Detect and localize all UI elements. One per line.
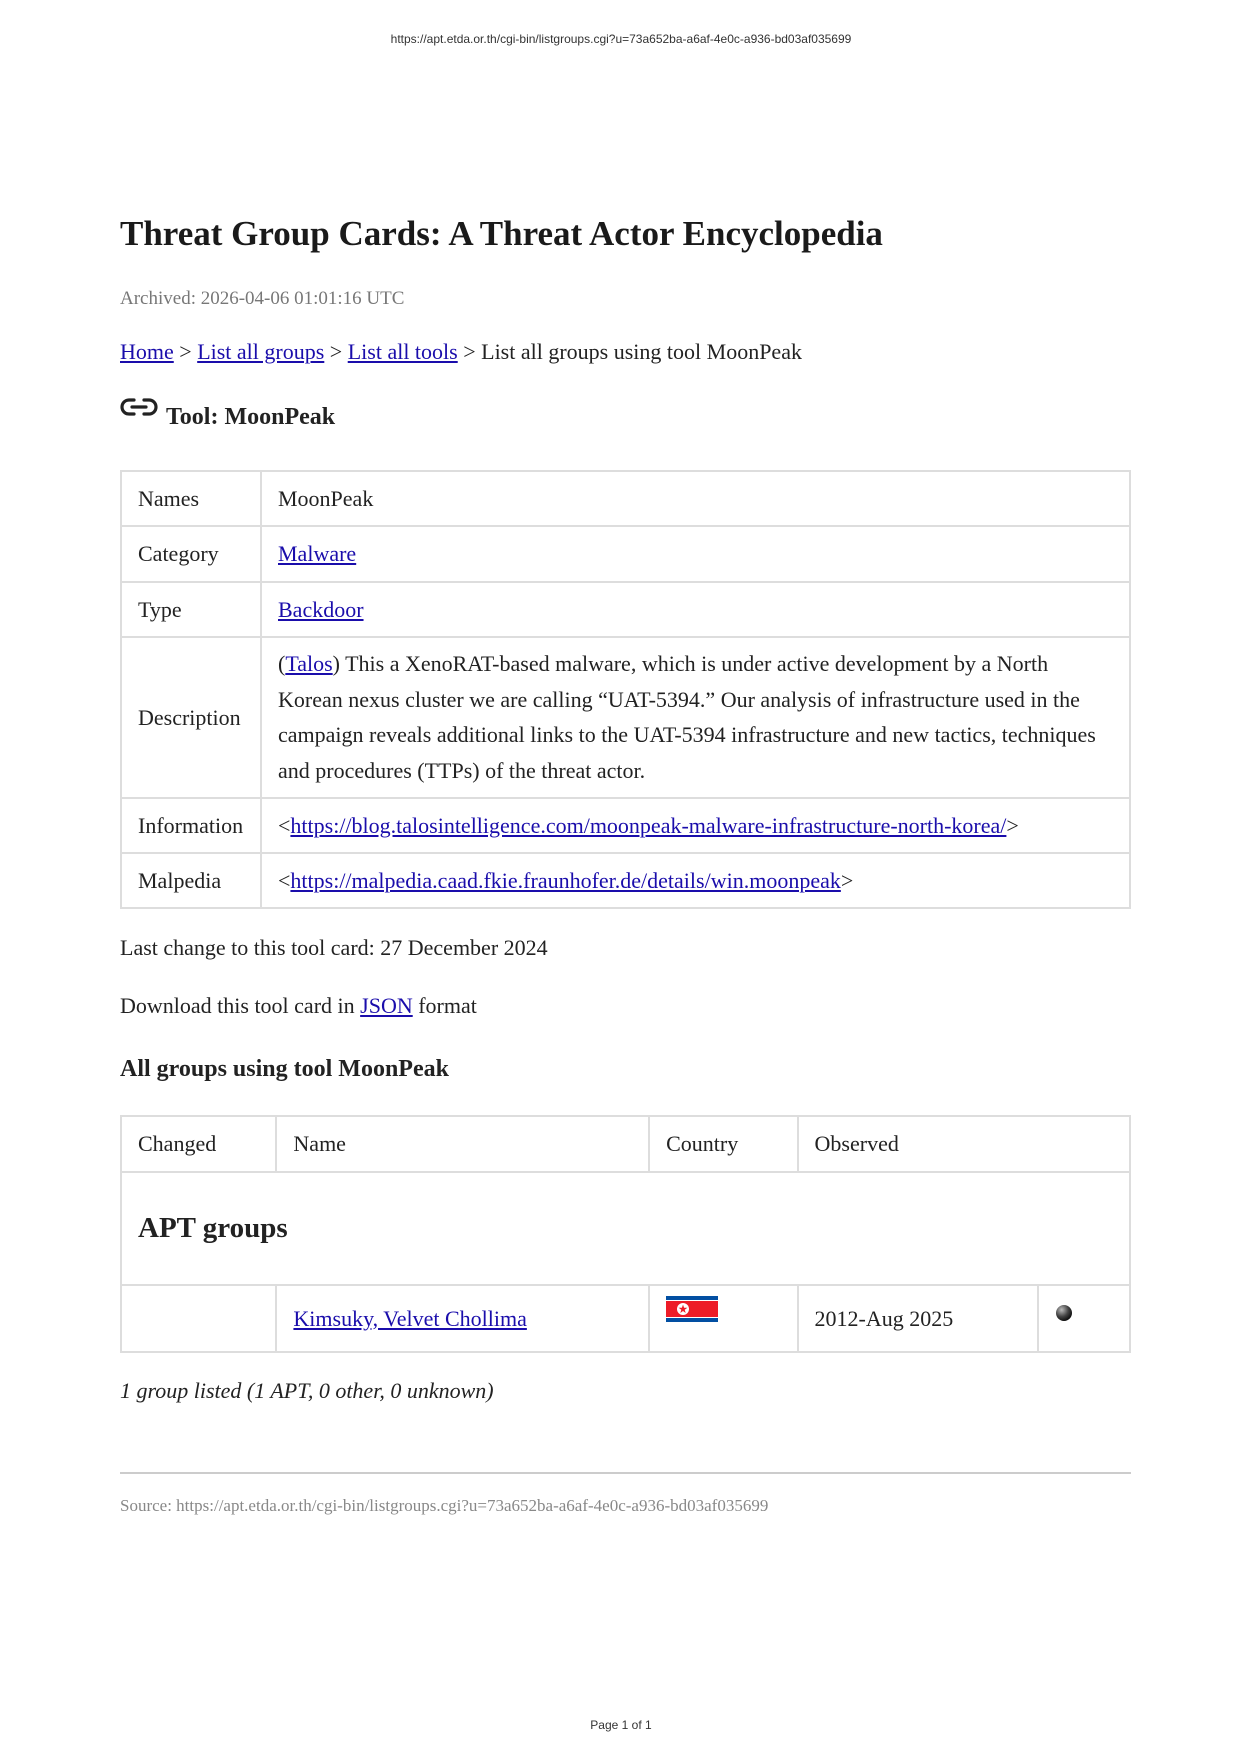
section-apt-groups: APT groups	[121, 1172, 1130, 1285]
header-changed: Changed	[121, 1116, 276, 1172]
malpedia-link[interactable]: https://malpedia.caad.fkie.fraunhofer.de/details/win.moonpeak	[290, 867, 841, 893]
group-name-cell	[276, 1285, 649, 1352]
download-line	[120, 993, 477, 1019]
malpedia-gt: >	[840, 867, 854, 893]
tool-row-type	[121, 582, 1130, 637]
page-title: Threat Group Cards: A Threat Actor Encyclopedia	[120, 214, 883, 253]
groups-heading: All groups using tool MoonPeak	[120, 1056, 449, 1082]
information-label: Information	[121, 798, 261, 853]
malpedia-label: Malpedia	[121, 853, 261, 908]
changed-cell	[121, 1285, 276, 1352]
type-label: Type	[121, 582, 261, 637]
breadcrumb-home-link[interactable]: Home	[120, 339, 174, 364]
tool-heading	[120, 404, 335, 431]
last-change-text: Last change to this tool card: 27 December 2024	[120, 935, 548, 960]
breadcrumb-separator: >	[173, 339, 198, 364]
divider	[120, 1472, 1131, 1474]
names-label: Names	[121, 471, 261, 526]
table-row	[121, 1285, 1130, 1352]
category-link[interactable]: Malware	[278, 541, 357, 566]
tool-row-malpedia	[121, 853, 1130, 908]
country-cell	[649, 1285, 797, 1352]
breadcrumb	[120, 339, 802, 365]
tool-row-information	[121, 798, 1130, 853]
category-label: Category	[121, 526, 261, 582]
json-download-link[interactable]: JSON	[360, 993, 413, 1018]
type-cell	[261, 582, 1130, 637]
page-number: Page 1 of 1	[590, 1718, 652, 1732]
groups-header-row	[121, 1116, 1130, 1172]
download-suffix: format	[412, 993, 477, 1018]
tool-row-names	[121, 471, 1130, 526]
malpedia-cell	[261, 853, 1130, 908]
tool-row-description	[121, 637, 1130, 798]
tool-details-table	[120, 470, 1131, 909]
group-name-link[interactable]: Kimsuky, Velvet Chollima	[293, 1305, 527, 1331]
type-link[interactable]: Backdoor	[278, 596, 364, 622]
breadcrumb-tools-link[interactable]: List all tools	[347, 339, 458, 364]
description-text: ) This a XenoRAT-based malware, which is under active development by a North Korean nexus cluster we are calling “UAT-5394.” Our analysis of infrastructure used in the campaign reveals additional links to the UAT-5394 infrastructure and new tactics, techniques and procedures (TTPs) of the threat actor.	[278, 651, 1096, 783]
status-cell	[1038, 1285, 1131, 1352]
gray-dot-icon	[1055, 1304, 1073, 1322]
tool-heading-text: Tool: MoonPeak	[166, 404, 336, 430]
header-country: Country	[649, 1116, 797, 1172]
link-icon	[120, 396, 158, 418]
names-value: MoonPeak	[261, 471, 1130, 526]
source-url: Source: https://apt.etda.or.th/cgi-bin/listgroups.cgi?u=73a652ba-a6af-4e0c-a936-bd03af035699	[120, 1496, 769, 1515]
information-gt: >	[1006, 812, 1019, 838]
tool-row-category	[121, 526, 1130, 582]
description-label: Description	[121, 637, 261, 798]
print-header-url: https://apt.etda.or.th/cgi-bin/listgroups.cgi?u=73a652ba-a6af-4e0c-a936-bd03af035699	[390, 32, 852, 46]
description-value	[261, 637, 1130, 798]
observed-cell: 2012-Aug 2025	[798, 1285, 1038, 1352]
breadcrumb-current: > List all groups using tool MoonPeak	[457, 339, 802, 364]
archived-timestamp: Archived: 2026-04-06 01:01:16 UTC	[120, 288, 405, 309]
category-cell	[261, 526, 1130, 582]
information-link[interactable]: https://blog.talosintelligence.com/moonpeak-malware-infrastructure-north-korea/	[290, 812, 1007, 838]
section-row	[121, 1172, 1130, 1285]
groups-summary: 1 group listed (1 APT, 0 other, 0 unknown)	[120, 1378, 494, 1403]
malpedia-lt: <	[278, 867, 291, 893]
header-observed: Observed	[798, 1116, 1130, 1172]
download-prefix: Download this tool card in	[120, 993, 361, 1018]
breadcrumb-separator: >	[324, 339, 348, 364]
information-cell	[261, 798, 1130, 853]
description-open-paren: (	[278, 651, 286, 676]
north-korea-flag-icon	[666, 1296, 718, 1322]
description-source-link[interactable]: Talos	[285, 651, 333, 676]
breadcrumb-groups-link[interactable]: List all groups	[197, 339, 325, 364]
groups-table	[120, 1115, 1131, 1353]
header-name: Name	[276, 1116, 649, 1172]
information-lt: <	[278, 812, 291, 838]
